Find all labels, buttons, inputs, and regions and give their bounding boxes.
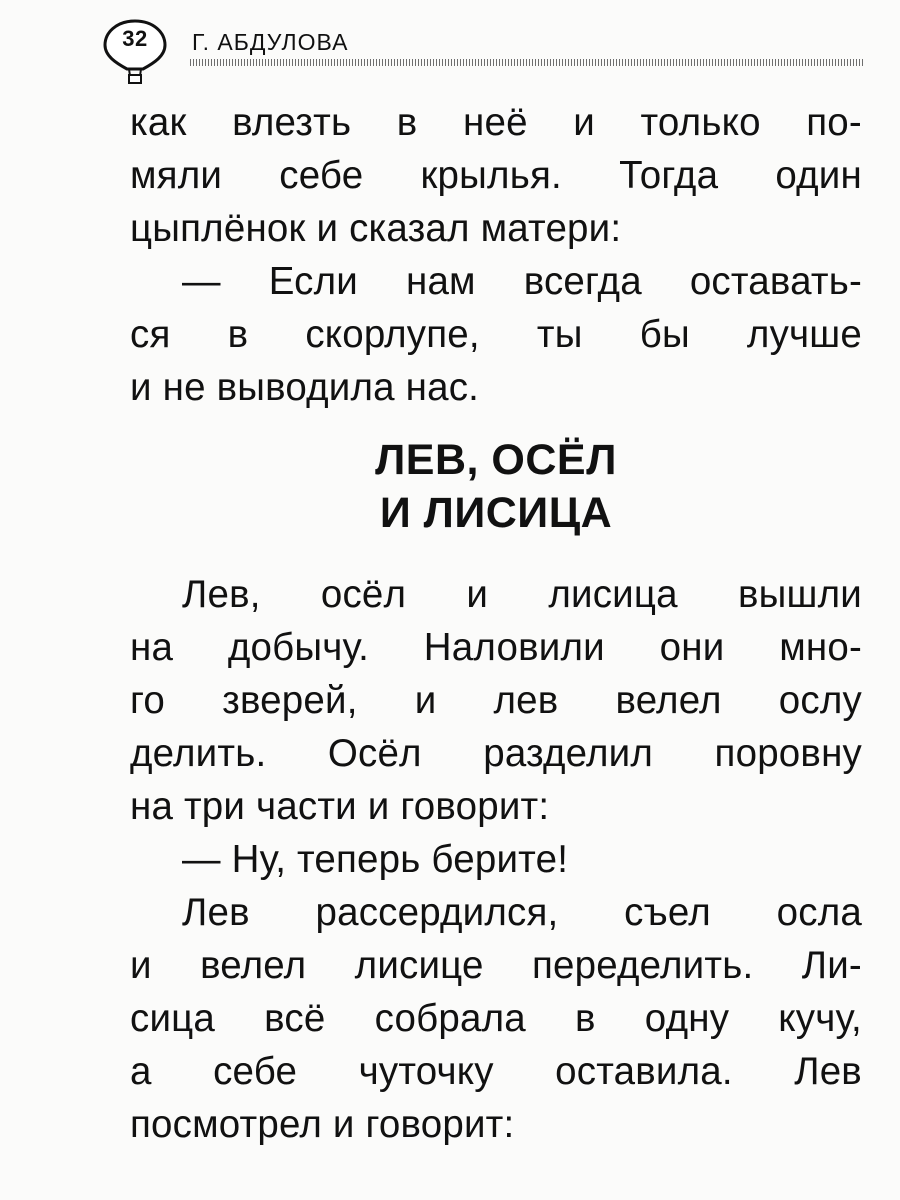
text-line xyxy=(130,96,862,149)
word: одну xyxy=(644,997,730,1040)
word: они xyxy=(659,626,725,669)
word: велел xyxy=(615,679,722,722)
word: лисице xyxy=(354,944,484,987)
word: го xyxy=(130,679,166,722)
word: оставила. xyxy=(555,1050,733,1093)
word: бы xyxy=(639,313,690,356)
paragraph-first-line xyxy=(130,886,862,939)
text-line: и не выводила нас. xyxy=(130,366,480,409)
word: ослу xyxy=(778,679,862,722)
dialog-line: — Ну, теперь берите! xyxy=(182,838,569,881)
text-line: цыплёнок и сказал матери: xyxy=(130,207,622,250)
balloon-page-badge xyxy=(100,18,170,80)
word: Тогда xyxy=(619,154,719,197)
word: лисица xyxy=(548,573,678,616)
word: кучу, xyxy=(778,997,862,1040)
word: лев xyxy=(493,679,559,722)
word: рассердился, xyxy=(315,891,559,934)
word: в xyxy=(396,101,418,144)
word: поровну xyxy=(714,732,862,775)
word: осёл xyxy=(320,573,407,616)
text-line xyxy=(130,621,862,674)
word: переделить. xyxy=(531,944,754,987)
word: мно- xyxy=(779,626,862,669)
word: скорлупе, xyxy=(305,313,480,356)
word: и xyxy=(130,944,152,987)
text-line xyxy=(130,992,862,1045)
word: лучше xyxy=(746,313,862,356)
text-line xyxy=(130,727,862,780)
word: и xyxy=(573,101,595,144)
word: нам xyxy=(405,260,476,303)
word: осла xyxy=(776,891,862,934)
word: ся xyxy=(130,313,171,356)
word: Лев, xyxy=(182,573,261,616)
word: добычу. xyxy=(227,626,370,669)
text-line: посмотрел и говорит: xyxy=(130,1103,515,1146)
text-line xyxy=(130,149,862,202)
word: один xyxy=(775,154,862,197)
word: а xyxy=(130,1050,152,1093)
text-line xyxy=(130,674,862,727)
word: чуточку xyxy=(358,1050,494,1093)
word: зверей, xyxy=(222,679,358,722)
text-line xyxy=(130,308,862,361)
word: влезть xyxy=(232,101,352,144)
text-line xyxy=(130,1045,862,1098)
paragraph-first-line xyxy=(130,568,862,621)
word: оставать- xyxy=(689,260,862,303)
word: Наловили xyxy=(423,626,605,669)
word: и xyxy=(414,679,437,722)
word: собрала xyxy=(374,997,526,1040)
word: съел xyxy=(624,891,711,934)
running-head-author: Г. АБДУЛОВА xyxy=(192,29,349,55)
word: всё xyxy=(264,997,326,1040)
story-title-line-2: И ЛИСИЦА xyxy=(379,489,613,537)
word: разделил xyxy=(483,732,654,775)
word: как xyxy=(130,101,187,144)
word: неё xyxy=(463,101,528,144)
page-number: 32 xyxy=(122,26,148,51)
word: — xyxy=(182,260,221,303)
word: велел xyxy=(200,944,307,987)
word: по- xyxy=(806,101,862,144)
text-line: на три части и говорит: xyxy=(130,785,550,828)
word: ты xyxy=(536,313,583,356)
page-text xyxy=(130,96,862,1151)
page-header xyxy=(100,18,870,78)
word: и xyxy=(466,573,489,616)
word: в xyxy=(575,997,596,1040)
word: всегда xyxy=(523,260,642,303)
word: Лев xyxy=(182,891,250,934)
word: Если xyxy=(268,260,358,303)
word: Осёл xyxy=(327,732,422,775)
word: только xyxy=(640,101,761,144)
text-line xyxy=(130,939,862,992)
header-dotted-rule xyxy=(190,59,865,66)
story-title-line-1: ЛЕВ, ОСЁЛ xyxy=(375,436,617,484)
word: себе xyxy=(213,1050,298,1093)
word: сица xyxy=(130,997,216,1040)
word: Лев xyxy=(794,1050,862,1093)
dialog-line xyxy=(130,255,862,308)
word: себе xyxy=(279,154,364,197)
word: мяли xyxy=(130,154,223,197)
word: вышли xyxy=(737,573,862,616)
word: делить. xyxy=(130,732,267,775)
word: крылья. xyxy=(420,154,562,197)
word: в xyxy=(227,313,249,356)
word: Ли- xyxy=(801,944,862,987)
word: на xyxy=(130,626,174,669)
